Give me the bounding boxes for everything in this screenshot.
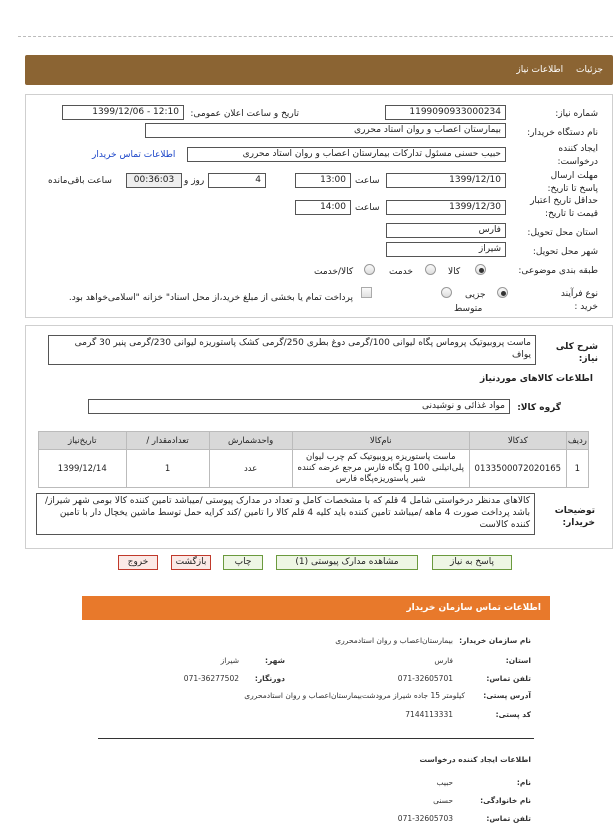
table-row [39,450,589,488]
contact-title: اطلاعات تماس سازمان خریدار [406,603,541,613]
col-name: نام‌کالا [292,432,469,450]
cell-name: ماست پاستوریزه پروبیوتیک کم چرب لیوان پلی‌اتیلنی 100 g پگاه فارس مرجع عرضه کننده شیر پاستوریزه‌پگاه فارس [292,450,469,488]
items-table [38,431,589,488]
contact-city-value: شیراز [220,656,239,665]
remaining-time-field: 00:36:03 [126,173,182,188]
items-table-header [39,432,589,450]
process-minor-radio[interactable] [497,287,508,298]
reply-time-field[interactable]: 13:00 [295,173,351,188]
category-both-radio[interactable] [364,264,375,275]
col-date: تاریخ‌نیاز [39,432,127,450]
header-title [506,65,603,75]
category-label: طبقه بندی موضوعی: [518,266,598,276]
cell-date: 1399/12/14 [39,450,127,488]
contact-city-label: شهر: [265,656,285,665]
contact-province-label: استان: [505,656,531,665]
creator-phone-label: تلفن تماس: [486,814,531,823]
category-goods-radio[interactable] [475,264,486,275]
reply-button[interactable]: پاسخ به نیاز [432,555,512,570]
cell-code: 0133500072020165 [469,450,566,488]
city-field[interactable]: شیراز [386,242,506,257]
contact-address-label: آدرس پستی: [483,691,531,700]
cell-qty: 1 [126,450,209,488]
goods-group-field[interactable]: مواد غذائی و نوشیدنی [88,399,510,414]
buyer-notes-text: کالاهای مدنظر درخواستی شامل 4 قلم که با مشخصات کامل و تعداد در مدارک پیوستی /میباشد تامین کننده کالا بومی شهر شیراز/باشد پرداخت صورت 4 ماهه /میباشد تامین کننده باید کلیه 4 قلم کالا را تامین /کند کرایه حمل توسط ماشین یخچال دار با تامین کننده کالاست [36,493,535,535]
validity-label: حداقل تاریخ اعتبار قیمت تا تاریخ: [530,196,598,219]
creator-last-name-value: حسنی [433,796,453,805]
announce-label: تاریخ و ساعت اعلان عمومی: [190,109,299,119]
announce-field[interactable]: 1399/12/06 - 12:10 [62,105,184,120]
summary-label: شرح کلی نیاز: [555,342,598,364]
view-attachments-button[interactable]: مشاهده مدارک پیوستی (1) [276,555,418,570]
process-medium-radio[interactable] [441,287,452,298]
contact-phone-value: 071-32605701 [397,674,453,683]
top-divider [18,36,613,37]
validity-time-field[interactable]: 14:00 [295,200,351,215]
category-both-label: کالا/خدمت [314,267,354,277]
buyer-org-label: نام دستگاه خریدار: [527,128,598,138]
contact-org-label: نام سازمان خریدار: [459,636,531,645]
col-qty: تعدادمقدار / [126,432,209,450]
reply-date-field[interactable]: 1399/12/10 [386,173,506,188]
treasury-payment-note: پرداخت تمام یا بخشی از مبلغ خرید،از محل اسناد" خزانه "اسلامی‌خواهد بود. [68,293,353,303]
need-number-field[interactable]: 1199090933000234 [385,105,506,120]
process-medium-label: متوسط [454,304,483,314]
process-minor-label: جزیی [465,290,486,300]
process-label: نوع فرآیند خرید : [560,289,598,312]
creator-label: ایجاد کننده درخواست: [557,144,598,167]
creator-field[interactable]: حبیب حسنی مسئول تدارکات بیمارستان اعصاب و روان استاد محرری [187,147,506,162]
remaining-label: ساعت باقی‌مانده [48,176,112,186]
contact-postal-label: کد پستی: [495,710,531,719]
days-field[interactable]: 4 [208,173,266,188]
col-unit: واحدشمارش [209,432,292,450]
validity-date-field[interactable]: 1399/12/30 [386,200,506,215]
exit-button[interactable]: خروج [118,555,158,570]
cell-unit: عدد [209,450,292,488]
goods-group-label: گروه کالا: [517,403,561,413]
buyer-contact-link[interactable]: اطلاعات تماس خریدار [92,150,176,160]
contact-divider [98,738,534,739]
province-label: استان محل تحویل: [527,228,598,238]
reply-time-label: ساعت [355,176,380,186]
contact-address-value: کیلومتر 15 جاده شیراز مرودشت‌بیمارستان‌اعصاب و روان استادمحرری [244,691,465,700]
creator-last-name-label: نام خانوادگی: [480,796,531,805]
cell-row: 1 [566,450,588,488]
goods-info-heading: اطلاعات کالاهای موردنیاز [479,374,593,384]
category-service-radio[interactable] [425,264,436,275]
header-breadcrumb-need-info[interactable]: اطلاعات نیاز [516,65,564,75]
creator-phone-value: 071-32605703 [397,814,453,823]
category-service-label: خدمت [389,267,413,277]
page-header [25,55,613,85]
creator-first-name-value: حبیب [436,778,453,787]
creator-info-title: اطلاعات ایجاد کننده درخواست [419,755,531,764]
contact-fax-value: 071-36277502 [183,674,239,683]
creator-first-name-label: نام: [516,778,531,787]
province-field[interactable]: فارس [386,223,506,238]
contact-fax-label: دورنگار: [254,674,285,683]
col-code: کدکالا [469,432,566,450]
summary-text: ماست پروبیوتیک پروماس پگاه لیوانی 100/گرمی دوغ بطری 250/گرمی کشک پاستوریزه لیوانی 230/گرمی پنیر 30 گرمی یواف [48,335,536,365]
reply-deadline-label: مهلت ارسال پاسخ تا تاریخ: [547,171,598,194]
print-button[interactable]: چاپ [223,555,263,570]
col-row: ردیف [566,432,588,450]
category-goods-label: کالا [448,267,461,277]
need-number-label: شماره نیاز: [555,109,598,119]
buyer-org-field[interactable]: بیمارستان اعصاب و روان استاد محرری [145,123,506,138]
contact-org-value: بیمارستان‌اعصاب و روان استادمحرری [335,636,453,645]
days-label: روز و [184,176,205,186]
city-label: شهر محل تحویل: [532,247,598,257]
back-button[interactable]: بازگشت [171,555,211,570]
contact-postal-value: 7144113331 [405,710,453,719]
treasury-payment-checkbox[interactable] [361,287,372,298]
buyer-notes-label: توضیحات خریدار: [554,506,595,528]
contact-phone-label: تلفن تماس: [486,674,531,683]
header-breadcrumb-details[interactable]: جزئیات [576,65,603,75]
validity-time-label: ساعت [355,203,380,213]
contact-province-value: فارس [434,656,453,665]
